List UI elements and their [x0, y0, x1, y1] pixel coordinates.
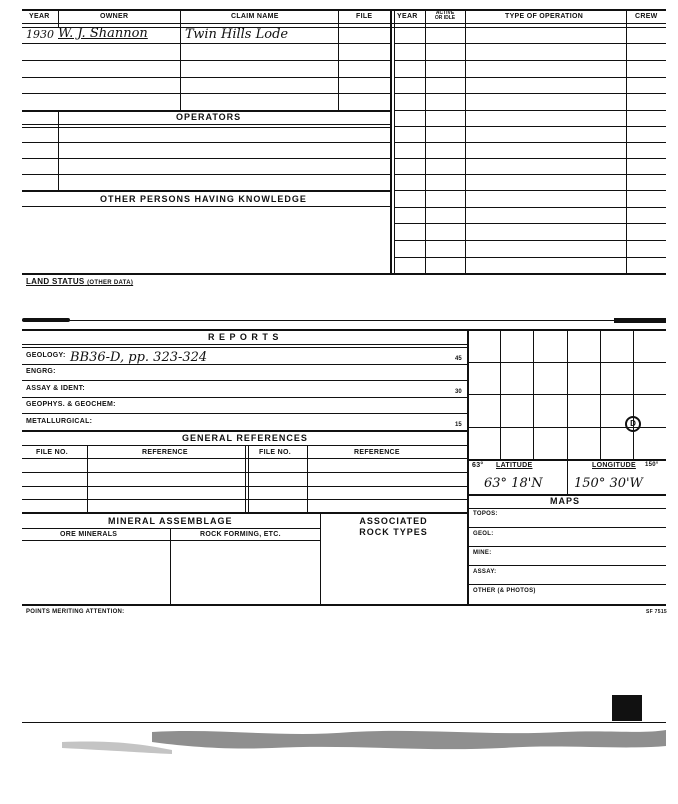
maps-other: OTHER (& PHOTOS) [473, 588, 536, 594]
maps-topos: TOPOS: [473, 511, 498, 517]
report-assay-label: ASSAY & IDENT: [26, 385, 86, 392]
ore-minerals-label: ORE MINERALS [60, 531, 118, 538]
header-owner: OWNER [100, 13, 129, 20]
general-references-title: GENERAL REFERENCES [182, 433, 308, 443]
row1-year: 1930 [26, 28, 54, 41]
report-engrg-label: ENGRG: [26, 368, 56, 375]
maps-assay: ASSAY: [473, 569, 497, 575]
report-geology-label: GEOLOGY: [26, 352, 66, 359]
longitude-label: LONGITUDE [592, 462, 636, 469]
latitude-label: LATITUDE [496, 462, 533, 469]
header-type-of-operation: TYPE OF OPERATION [505, 13, 584, 20]
ref-reference-2: REFERENCE [354, 449, 400, 456]
longitude-value: 150° 30'W [574, 476, 643, 491]
header-year-2: YEAR [397, 13, 418, 20]
form-code: SF 7515 [646, 609, 668, 615]
row1-owner: W. J. Shannon [58, 26, 148, 41]
header-year: YEAR [29, 13, 50, 20]
ref-file-no-2: FILE NO. [259, 449, 291, 456]
reports-title: R E P O R T S [208, 332, 280, 342]
grid-mark: D [625, 416, 641, 432]
ref-reference-1: REFERENCE [142, 449, 188, 456]
mineral-title: MINERAL ASSEMBLAGE [108, 516, 233, 526]
tick-45: 45 [455, 356, 462, 362]
ref-file-no-1: FILE NO. [36, 449, 68, 456]
report-geophys-label: GEOPHYS. & GEOCHEM: [26, 401, 116, 408]
header-file: FILE [356, 13, 373, 20]
rock-forming-label: ROCK FORMING, ETC. [200, 531, 281, 538]
maps-mine: MINE: [473, 550, 492, 556]
long-suffix: 150° [645, 462, 659, 468]
header-crew: CREW [635, 13, 658, 20]
land-status-sub: (OTHER DATA) [87, 280, 134, 286]
report-metallurgical-label: METALLURGICAL: [26, 418, 93, 425]
operators-heading: OPERATORS [176, 112, 242, 122]
maps-geol: GEOL: [473, 531, 494, 537]
points-label: POINTS MERITING ATTENTION: [26, 609, 125, 615]
associated-rock-types: ASSOCIATED ROCK TYPES [359, 516, 428, 537]
maps-title: MAPS [550, 496, 581, 506]
header-active-idle: ACTIVE OR IDLE [434, 10, 456, 21]
tick-15: 15 [455, 422, 462, 428]
land-status-label: LAND STATUS [26, 277, 85, 286]
other-persons-heading: OTHER PERSONS HAVING KNOWLEDGE [100, 194, 307, 204]
row1-claim-name: Twin Hills Lode [185, 27, 289, 42]
lat-prefix: 63° [472, 462, 484, 469]
latitude-value: 63° 18'N [484, 476, 543, 491]
tick-30: 30 [455, 389, 462, 395]
report-geology-value: BB36-D, pp. 323-324 [70, 350, 208, 365]
header-claim-name: CLAIM NAME [231, 13, 279, 20]
